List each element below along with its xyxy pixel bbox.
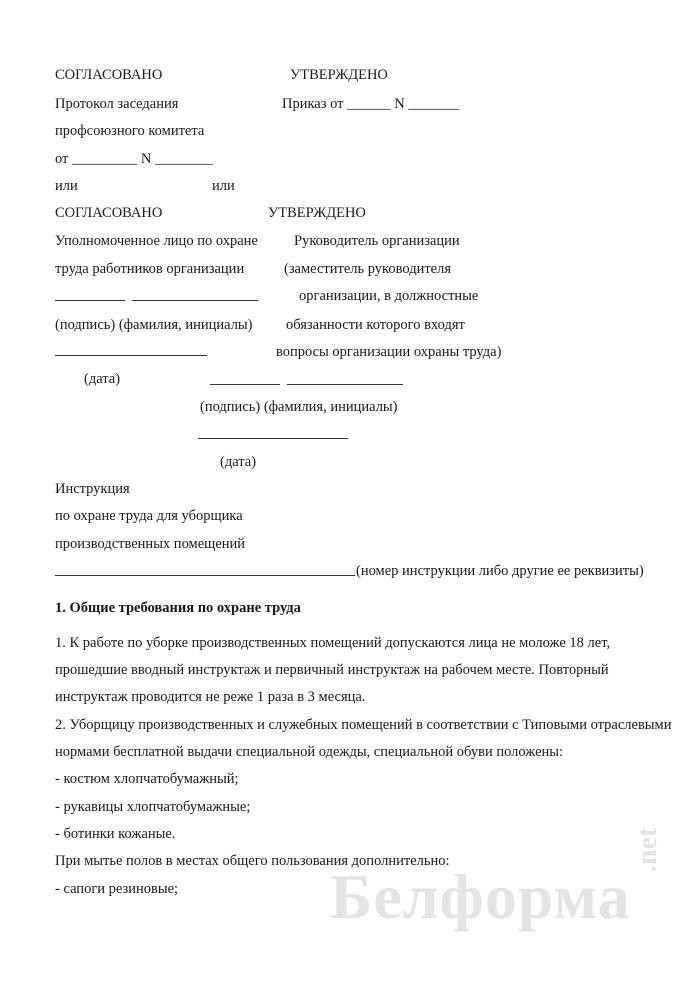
right-organization-line: организации, в должностные	[299, 288, 479, 304]
instruction-title: Инструкция	[55, 481, 130, 497]
right-or-text: или	[212, 178, 235, 194]
right-deputy-line: (заместитель руководителя	[284, 261, 452, 277]
left-approval-header: СОГЛАСОВАНО	[55, 67, 163, 83]
left-workers-line: труда работников организации	[55, 261, 245, 277]
right-duties-line: обязанности которого входят	[286, 317, 465, 333]
list-item: - костюм хлопчатобумажный;	[55, 771, 239, 787]
paragraph-1-line-2: прошедшие вводный инструктаж и первичный инструктаж на рабочем месте. Повторный	[55, 662, 609, 678]
left-protocol-line: Протокол заседания	[55, 96, 179, 112]
list-item: - сапоги резиновые;	[55, 881, 179, 897]
right-safety-line: вопросы организации охраны труда)	[276, 344, 502, 360]
left-signature-blank	[55, 300, 125, 301]
left-date-caption: (дата)	[84, 371, 121, 387]
list-item: - ботинки кожаные.	[55, 826, 176, 842]
left-date-blank	[55, 355, 207, 356]
left-sign-caption: (подпись) (фамилия, инициалы)	[55, 317, 253, 333]
left-or-text: или	[55, 178, 78, 194]
left-date-number-line: от _________ N ________	[55, 151, 213, 167]
left-authorized-person-line: Уполномоченное лицо по охране	[55, 233, 258, 249]
right-head-line: Руководитель организации	[294, 233, 460, 249]
instruction-subtitle-1: по охране труда для уборщика	[55, 508, 243, 524]
right-sign-caption: (подпись) (фамилия, инициалы)	[200, 399, 398, 415]
paragraph-3: При мытье полов в местах общего пользования дополнительно:	[55, 853, 450, 869]
left-committee-line: профсоюзного комитета	[55, 123, 205, 139]
instruction-subtitle-2: производственных помещений	[55, 536, 246, 552]
requisites-caption: (номер инструкции либо другие ее реквизиты)	[356, 563, 644, 579]
left-name-blank	[132, 300, 258, 301]
requisites-blank	[55, 575, 355, 576]
watermark-suffix: .net	[632, 827, 663, 872]
list-item: - рукавицы хлопчатобумажные;	[55, 799, 251, 815]
right-signature-blank	[210, 384, 280, 385]
right-date-blank	[198, 438, 348, 439]
paragraph-2-line-1: 2. Уборщицу производственных и служебных помещений в соответствии с Типовыми отраслевыми	[55, 717, 672, 733]
right-approval-header-2: УТВЕРЖДЕНО	[268, 205, 366, 221]
right-approval-header: УТВЕРЖДЕНО	[290, 67, 388, 83]
paragraph-1-line-3: инструктаж проводится не реже 1 раза в 3 месяца.	[55, 689, 366, 705]
watermark-logo: Белформа	[330, 861, 631, 932]
left-approval-header-2: СОГЛАСОВАНО	[55, 205, 163, 221]
section-1-heading: 1. Общие требования по охране труда	[55, 600, 301, 616]
right-order-line: Приказ от ______ N _______	[282, 96, 460, 112]
right-date-caption: (дата)	[220, 454, 257, 470]
paragraph-1-line-1: 1. К работе по уборке производственных помещений допускаются лица не моложе 18 лет,	[55, 635, 611, 651]
paragraph-2-line-2: нормами бесплатной выдачи специальной одежды, специальной обуви положены:	[55, 744, 564, 760]
right-name-blank	[287, 384, 403, 385]
